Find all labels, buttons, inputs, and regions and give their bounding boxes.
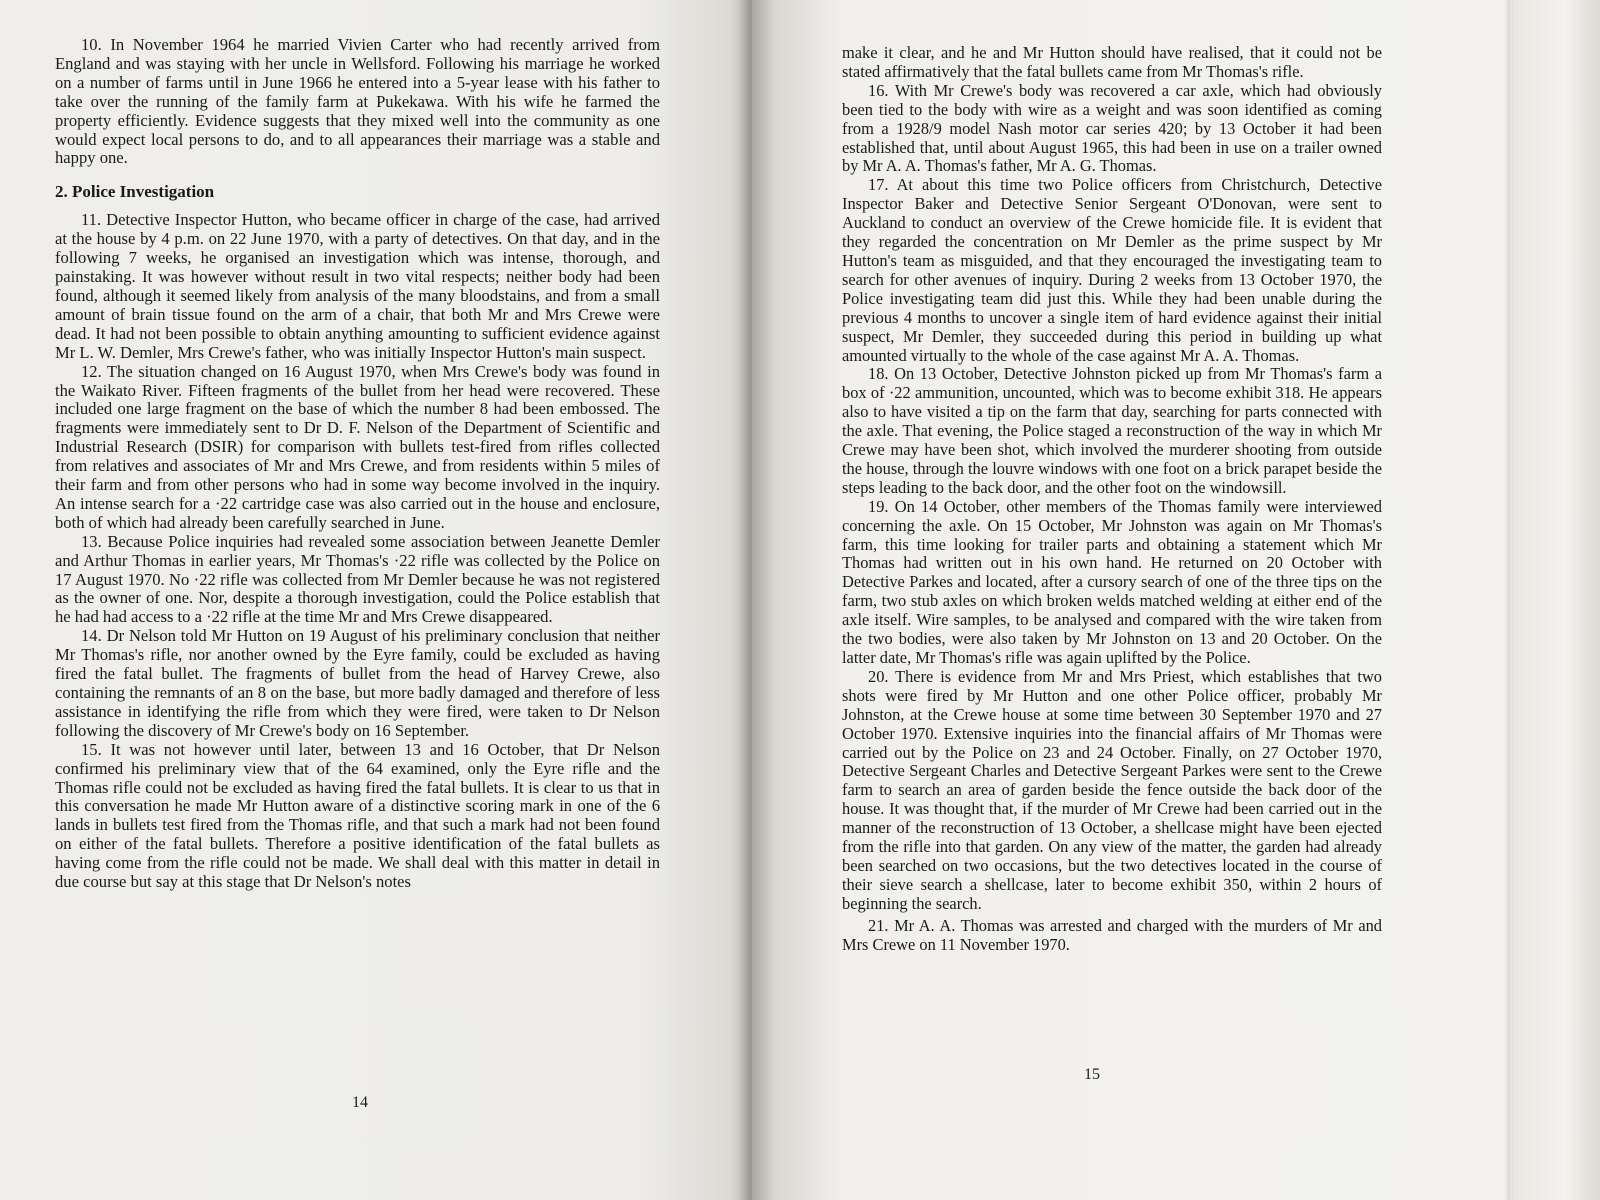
page-edge-shadow <box>1504 0 1514 1200</box>
paragraph-15: 15. It was not however until later, between 13 and 16 October, that Dr Nelson confirmed his preliminary view that of the 64 examined, only the Eyre rifle and the Thomas rifle could not be excluded as having fired the fatal bullets. It is clear to us that in this conversation he made Mr Hutton aware of a distinctive scoring mark in one of the 6 lands in bullets test fired from the Thomas rifle, and that such a mark had not been found on either of the fatal bullets. Therefore a positive identification of the fatal bullets as having come from the rifle could not be made. We shall deal with this matter in detail in due course but say at this stage that Dr Nelson's notes <box>55 739 660 892</box>
page-number-left: 14 <box>352 1094 368 1111</box>
paragraph-10: 10. In November 1964 he married Vivien Carter who had recently arrived from England and was staying with her uncle in Wellsford. Following his marriage he worked on a number of farms until in June 1966 he entered into a 5-year lease with his father to take over the running of the family farm at Pukekawa. With his wife he farmed the property efficiently. Evidence suggests that they mixed well into the community as one would expect local persons to do, and to all appearances their marriage was a stable and happy one. <box>55 35 660 168</box>
paragraph-19: 19. On 14 October, other members of the Thomas family were interviewed concerning the axle. On 15 October, Mr Johnston was again on Mr Thomas's farm, this time looking for trailer parts and obtaining a statement which Mr Thomas had written out in his own hand. He returned on 20 October with Detective Parkes and located, after a cursory search of one of the three tips on the farm, two stub axles on which broken welds matched welding at either end of the axle itself. Wire samples, to be analysed and compared with the wire taken from the two bodies, were also taken by Mr Johnston on 13 and 20 October. On the latter date, Mr Thomas's rifle was again uplifted by the Police. <box>842 496 1382 667</box>
paragraph-17: 17. At about this time two Police officers from Christchurch, Detective Inspector Baker and Detective Senior Sergeant O'Donovan, were sent to Auckland to conduct an overview of the Crewe homicide file. It is evident that they regarded the concentration on Mr Demler as the prime suspect by Mr Hutton's team as misguided, and that they encouraged the investigating team to search for other avenues of inquiry. During 2 weeks from 13 October 1970, the Police investigating team did just this. While they had been unable during the previous 4 months to uncover a single item of hard evidence against their initial suspect, Mr Demler, they succeeded during this period in building up what amounted virtually to the whole of the case against Mr A. A. Thomas. <box>842 175 1382 365</box>
paragraph-11: 11. Detective Inspector Hutton, who became officer in charge of the case, had arrived at the house by 4 p.m. on 22 June 1970, with a party of detectives. On that day, and in the following 7 weeks, he organised an investigation which was intense, thorough, and painstaking. It was however without result in two vital respects; neither body had been found, although it seemed likely from analysis of the many bloodstains, and from a small amount of brain tissue found on the arm of a chair, that both Mr and Mrs Crewe were dead. It had not been possible to obtain anything amounting to sufficient evidence against Mr L. W. Demler, Mrs Crewe's father, who was initially Inspector Hutton's main suspect. <box>55 210 660 362</box>
left-page <box>0 0 752 1200</box>
right-page <box>752 0 1512 1200</box>
paragraph-16: 16. With Mr Crewe's body was recovered a car axle, which had obviously been tied to the body with wire as a weight and was soon identified as coming from a 1928/9 model Nash motor car series 420; by 13 October it had been established that, until about August 1965, this had been in use on a trailer owned by Mr A. A. Thomas's father, Mr A. G. Thomas. <box>842 80 1382 176</box>
paragraph-18: 18. On 13 October, Detective Johnston picked up from Mr Thomas's farm a box of ·22 ammunition, uncounted, which was to become exhibit 318. He appears also to have visited a tip on the farm that day, searching for parts connected with the axle. That evening, the Police staged a reconstruction of the way in which Mr Crewe may have been shot, which involved the murderer shooting from outside the house, through the louvre windows with one foot on a brick parapet beside the steps leading to the back door, and the other foot on the windowsill. <box>842 364 1382 497</box>
paragraph-21: 21. Mr A. A. Thomas was arrested and charged with the murders of Mr and Mrs Crewe on 11 November 1970. <box>842 915 1382 954</box>
paragraph-12: 12. The situation changed on 16 August 1970, when Mrs Crewe's body was found in the Waikato River. Fifteen fragments of the bullet from her head were recovered. These included one large fragment on the base of which the number 8 had been embossed. The fragments were immediately sent to Dr D. F. Nelson of the Department of Scientific and Industrial Research (DSIR) for comparison with bullets test-fired from rifles collected from relatives and associates of Mr and Mrs Crewe, and from residents within 5 miles of their farm and from other persons who had in some way become involved in the inquiry. An intense search for a ·22 cartridge case was also carried out in the house and enclosure, both of which had already been carefully searched in June. <box>55 361 660 532</box>
paragraph-13: 13. Because Police inquiries had revealed some association between Jeanette Demler and Arthur Thomas in earlier years, Mr Thomas's ·22 rifle was collected by the Police on 17 August 1970. No ·22 rifle was collected from Mr Demler because he was not registered as the owner of one. Nor, despite a thorough investigation, could the Police establish that he had had access to a ·22 rifle at the time Mr and Mrs Crewe disappeared. <box>55 531 660 627</box>
page-edge-background <box>1512 0 1600 1200</box>
paragraph-15-continued: make it clear, and he and Mr Hutton should have realised, that it could not be stated affirmatively that the fatal bullets came from Mr Thomas's rifle. <box>842 43 1382 81</box>
paragraph-20: 20. There is evidence from Mr and Mrs Priest, which establishes that two shots were fired by Mr Hutton and one other Police officer, probably Mr Johnston, at the Crewe house at some time between 30 September 1970 and 27 October 1970. Extensive inquiries into the financial affairs of Mr Thomas were carried out by the Police on 23 and 24 October. Finally, on 27 October 1970, Detective Sergeant Charles and Detective Sergeant Parkes were sent to the Crewe farm to search an area of garden beside the fence outside the back door of the house. It was thought that, if the murder of Mr Crewe had been carried out in the manner of the reconstruction of 13 October, a shellcase might have been ejected from the rifle into that garden. On any view of the matter, the garden had already been searched on two occasions, but the two detectives located in the course of their sieve search a shellcase, later to become exhibit 350, within 2 hours of beginning the search. <box>842 666 1382 913</box>
paragraph-14: 14. Dr Nelson told Mr Hutton on 19 August of his preliminary conclusion that neither Mr Thomas's rifle, nor another owned by the Eyre family, could be excluded as having fired the fatal bullet. The fragments of bullet from the head of Harvey Crewe, also containing the remnants of an 8 on the base, but more badly damaged and therefore of less assistance in identifying the rifle from which they were fired, were taken to Dr Nelson following the discovery of Mr Crewe's body on 16 September. <box>55 626 660 740</box>
section-heading: 2. Police Investigation <box>55 182 215 202</box>
page-number-right: 15 <box>1084 1066 1100 1083</box>
